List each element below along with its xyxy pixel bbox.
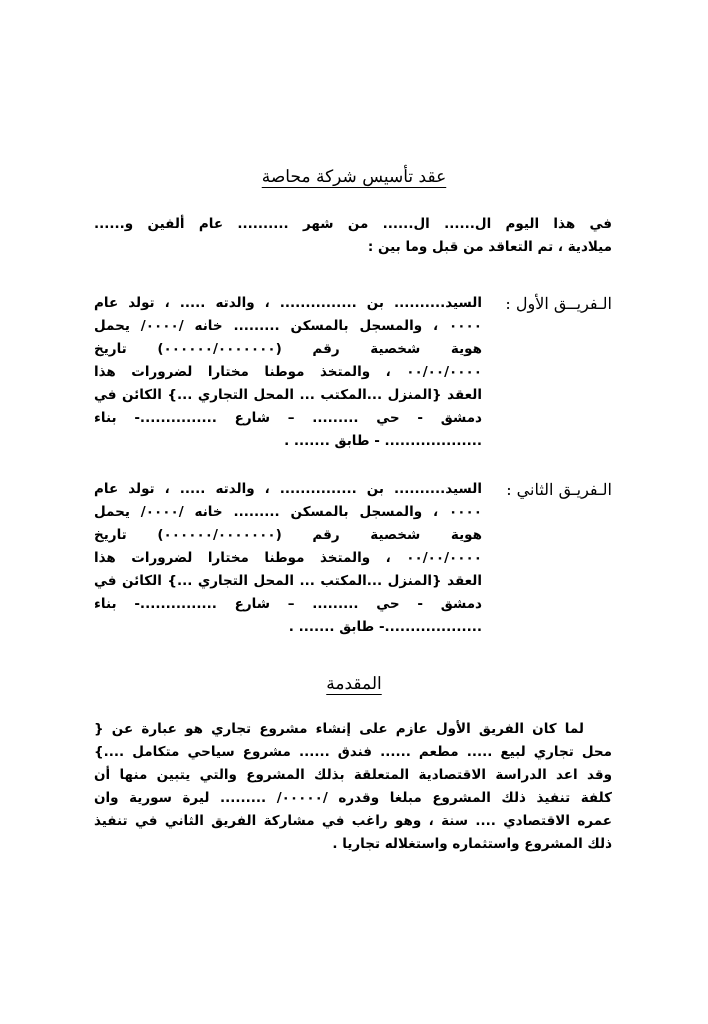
preamble-line: كلفة تنفيذ ذلك المشروع مبلغا وقدره /٠٠٠٠٠/ ......... ليرة سورية وان — [94, 790, 612, 806]
party2-label: الـفريـق الثاني : — [506, 480, 612, 499]
preamble-line: وقد اعد الدراسة الاقتصادية المتعلقة بذلك المشروع والتي يتبين منها أن — [94, 767, 612, 783]
party1-label: الـفريــق الأول : — [505, 294, 612, 313]
preamble-line: لما كان الفريق الأول عازم على إنشاء مشروع تجاري هو عبارة عن { — [94, 721, 584, 737]
party1-line: هوية شخصية رقم (٠٠٠٠٠٠/٠٠٠٠٠٠٠) تاريخ — [94, 341, 482, 357]
party2-line: ٠٠/٠٠/٠٠٠٠ ، والمتخذ موطنا مختارا لضرورات هذا — [94, 550, 482, 566]
preamble-line: عمره الاقتصادي .... سنة ، وهو راغب في مشاركة الفريق الثاني في تنفيذ — [94, 813, 612, 829]
preamble-line: محل تجاري لبيع ..... مطعم ...... فندق ...... مشروع سياحي متكامل ....} — [94, 744, 612, 760]
intro-line: في هذا اليوم ال...... ال...... من شهر .......... عام ألفين و...... — [94, 216, 612, 232]
preamble-heading: المقدمة — [326, 674, 382, 694]
intro-line: ميلادية ، تم التعاقد من قبل وما بين : — [367, 239, 612, 255]
party2-line: دمشق - حي ......... – شارع ...............- بناء — [94, 596, 482, 612]
preamble-line: ذلك المشروع واستثماره واستغلاله تجاريا . — [332, 836, 612, 852]
party2-line: ...................- طابق ....... . — [288, 619, 482, 635]
document-title: عقد تأسيس شركة محاصة — [261, 167, 447, 187]
party1-details — [94, 292, 482, 453]
party2-details — [94, 478, 482, 639]
party1-line: دمشق - حي ......... – شارع ...............- بناء — [94, 410, 482, 426]
preamble-paragraph — [94, 718, 612, 856]
party1-line: السيد.......... بن ............... ، والدته ..... ، تولد عام — [94, 295, 482, 311]
party2-line: هوية شخصية رقم (٠٠٠٠٠٠/٠٠٠٠٠٠٠) تاريخ — [94, 527, 482, 543]
party2-line: السيد.......... بن ............... ، والدته ..... ، تولد عام — [94, 481, 482, 497]
party2-line: ٠٠٠٠ ، والمسجل بالمسكن ......... خانه /٠٠٠٠/ يحمل — [94, 504, 482, 520]
party1-line: العقد {المنزل ...المكتب ... المحل التجاري ...} الكائن في — [94, 387, 482, 403]
party1-line: ٠٠/٠٠/٠٠٠٠ ، والمتخذ موطنا مختارا لضرورات هذا — [94, 364, 482, 380]
intro-paragraph — [94, 213, 612, 259]
party1-line: ................... - طابق ....... . — [284, 433, 482, 449]
party2-line: العقد {المنزل ...المكتب ... المحل التجاري ...} الكائن في — [94, 573, 482, 589]
party1-line: ٠٠٠٠ ، والمسجل بالمسكن ......... خانه /٠٠٠٠/ يحمل — [94, 318, 482, 334]
